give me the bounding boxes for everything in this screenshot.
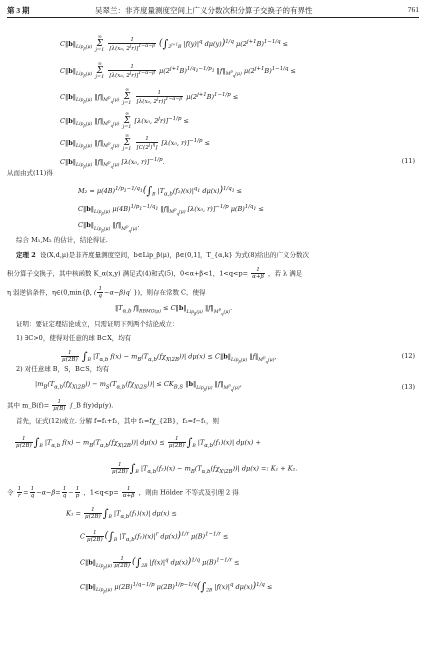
math-line: $‖T_{\alpha,b}$ $f‖_{RBMO(\mu)}$ ≤ $C‖b‖_{Lip_\beta(\mu)}$ $‖f‖_{M^p_q(\mu)}$.: [115, 304, 233, 316]
equation-number: (11): [401, 157, 415, 165]
math-line: $C‖b‖_{Lip_\beta(\mu)}$ ∞ Σ j=1 $\frac{1}{[\lambda(x_0, 2^jr)]^{1-\alpha-\beta}}$ ($\int_{2^{j+1}B}$ $|f(y)|^q$ dμ(y))$^{1/q}$ $\mu(2^{j+1}B)^{1-1/q}$ ≤: [60, 34, 289, 53]
theorem-line: 积分算子交换子，其中核函数 K_α(x,y) 满足式(4)和式(5)，0<α+β<1，1<q<p= $\frac{1}{\alpha+\beta}$ ，若 λ 满足: [7, 267, 303, 280]
math-line: $\frac{1}{\mu(2B)}$ $\int_B$ $|T_{\alpha,b}$ $f(x) - m_B(T_{\alpha,b}(f\chi_{X\backslash 2B}))|$ dμ(x) ≤ $\frac{1}{\mu(2B)}$ $\int_B$ $|T_{\alpha,b}(f_1)(x)|$ dμ(x) +: [16, 436, 261, 449]
issue-number: 第 3 期: [7, 6, 30, 15]
theorem-text: η 弱逆倍条件，η∈(0,min{β,: [7, 288, 92, 297]
paragraph-text: 首先，证式(12)成立. 分解 f=f₁+f₂，其中 f₁=fχ_{2B}，f₂=f−f₁，则: [16, 417, 219, 425]
paragraph-text: 1) ∃C>0，使得对任意的球 B⊂X，均有: [16, 334, 132, 342]
running-title: 吴翠兰：非齐度量测度空间上广义分数次积分算子交换子的有界性: [95, 6, 313, 15]
math-line: $C‖b‖_{Lip_\beta(\mu)}$ $‖f‖_{M^p_q(\mu)}$ ∞ Σ j=1 $\frac{1}{[\lambda(x_0, 2^jr)]^{1-\alpha-\beta}}$ $\mu(2^{j+1}B)^{1-1/p}$ ≤: [60, 87, 239, 106]
math-line: $C‖b‖_{Lip_\beta(\mu)}$ $\mu(2B)^{1/q-1/p}$ $\mu(2B)^{1/p-1/q}(\int_{2B}$ $|f(x)|^q$ dμ(x))$^{1/q}$ ≤: [80, 580, 273, 595]
theorem-text: 设(X,d,μ)是非齐度量测度空间，b∈Lip_β(μ)，β∈(0,1]，T_{α,k} 为式(8)给出的广义分数次: [39, 251, 309, 259]
math-line: $C‖b‖_{Lip_\beta(\mu)}$ $‖f‖_{M^p_q(\mu)}$ [λ(x₀, r)]$^{-1/p}$.: [60, 157, 165, 170]
theorem-text: 积分算子交换子，其中核函数 K_α(x,y) 满足式(4)和式(5)，0<α+β<1，1<q<p=: [7, 269, 249, 278]
theorem-text: })，则存在常数 C，使得: [133, 288, 206, 297]
definition-text: ，则由 Hölder 不等式及引理 2 得: [138, 488, 239, 497]
math-line: $\frac{1}{\mu(2B)}$ $\int_B$ $|T_{\alpha,b}$ $f(x) - m_B(T_{\alpha,b}(f\chi_{X\backslash 2B}))|$ $d\mu(x) \le C‖b‖_{Lip_\beta(\mu)}$ $‖f‖_{M^p_q(\mu)}$,: [62, 350, 277, 364]
definition-text: ，1<q<p=: [83, 488, 119, 497]
math-line: $|m_B(T_{\alpha,b}(f\chi_{X\backslash 2B})) - m_S(T_{\alpha,b}(f\chi_{X\backslash 2S}))| \le CK_{B,S}$ $‖b‖_{Lip_\beta(\mu)}$ $‖f‖_{M^p_q(\mu)}$,: [35, 380, 242, 392]
math-line: $C‖b‖_{Lip_\beta(\mu)}$ ∞ Σ j=1 $\frac{1}{[\lambda(x_0, 2^jr)]^{1-\alpha-\beta}}$ $\mu(2^{j+1}B)^{1/q_1-1/p_1}$ $‖f‖_{M^p_q(\mu)}$ $\mu(2^{j+1}B)^{1-1/q}$ ≤: [60, 61, 296, 80]
math-line: $M_2 = \mu(4B)^{1/p_1-1/q_1}(\int_B$ $|T_{\alpha,b}(f_2)(x)|^{q_1}$ dμ(x))$^{1/q_1}$ ≤: [78, 184, 243, 198]
theorem-text: ，若 λ 满足: [267, 269, 303, 278]
definition-text: 其中 m_B(f)=: [7, 401, 50, 410]
paragraph-text: 从而由式(11)得: [7, 169, 53, 177]
definition-text: 令: [7, 488, 14, 497]
paragraph-text: 证明：要证定理结论成立，只需证明下列两个结论成立：: [16, 320, 179, 328]
theorem-label: 定理 2: [16, 251, 36, 259]
equation-number: (13): [401, 383, 415, 391]
math-line: $C‖b‖_{Lip_\beta(\mu)}$ $\mu(4B)^{1/p_1-1/q_1}$ $‖f‖_{M^p_q(\mu)}$ [λ(x₀, r)]$^{-1/p}$ $\mu(B)^{1/q_1}$ ≤: [78, 204, 264, 217]
definition-text: ∫_B f(y)dμ(y).: [69, 401, 114, 410]
math-line: $C‖b‖_{Lip_\beta(\mu)}$ $‖f‖_{M^p_q(\mu)}$ ∞ Σ j=1 $\frac{1}{[C(2^j)^\eta]}$ [λ(x₀, r)]$^{-1/p}$ ≤: [60, 133, 211, 152]
equation-number: (12): [401, 352, 415, 360]
math-line: $C‖b‖_{Lip_\beta(\mu)}$ $‖f‖_{M^p_q(\mu)}$.: [78, 221, 140, 233]
theorem-line: [16, 252, 309, 259]
page-number: 761: [407, 5, 419, 14]
math-line: $C‖b‖_{Lip_\beta(\mu)}$ $\frac{1}{\mu(2B)}$ ($\int_{2B}$ $|f(x)|^q$ dμ(x))$^{1/q}$ $\mu(B)^{1-1/r}$ ≤: [80, 556, 240, 570]
math-line: $C‖b‖_{Lip_\beta(\mu)}$ $‖f‖_{M^p_q(\mu)}$ ∞ Σ j=1 [λ(x₀, $2^jr)]^{-1/p}$ ≤: [60, 111, 189, 130]
math-line: K₁ = $\frac{1}{\mu(2B)}$ $\int_B$ $|T_{\alpha,b}(f_1)(x)|$ dμ(x) ≤: [66, 507, 177, 520]
paragraph-text: 令 $\frac{1}{r}$ = $\frac{1}{q}$ −α−β= $\frac{1}{q}$ − $\frac{1}{p}$ ，1<q<p= $\frac{1}{\alpha+\beta}$ ，则由 Hölder 不等式及引理 2 得: [7, 486, 239, 499]
paragraph-text: 综合 M₁,M₂ 的估计，结论得证.: [16, 236, 108, 244]
paragraph-text: 2) 对任意球 B，S，B⊂S，均有: [16, 365, 110, 373]
math-line: $\frac{1}{\mu(2B)}$ $\int_B$ $|T_{\alpha,b}(f_2)(x) - m_B(T_{\alpha,b}(f\chi_{X\backslash 2B}))|$ dμ(x) =: K₁ + K₂.: [112, 462, 298, 475]
header-rule: [7, 17, 419, 18]
math-line: C $\frac{1}{\mu(2B)}$ ($\int_B$ $|T_{\alpha,b}(f_1)(x)|^r$ dμ(x))$^{1/r}$ $\mu(B)^{1-1/r}$ ≤: [80, 530, 229, 543]
paragraph-text: 其中 m_B(f)= $\frac{1}{\mu(B)}$ ∫_B f(y)dμ(y).: [7, 399, 114, 412]
theorem-line: η 弱逆倍条件，η∈(0,min{β, ( $\frac{1}{q}$ −α−β)q′ })，则存在常数 C，使得: [7, 286, 206, 299]
